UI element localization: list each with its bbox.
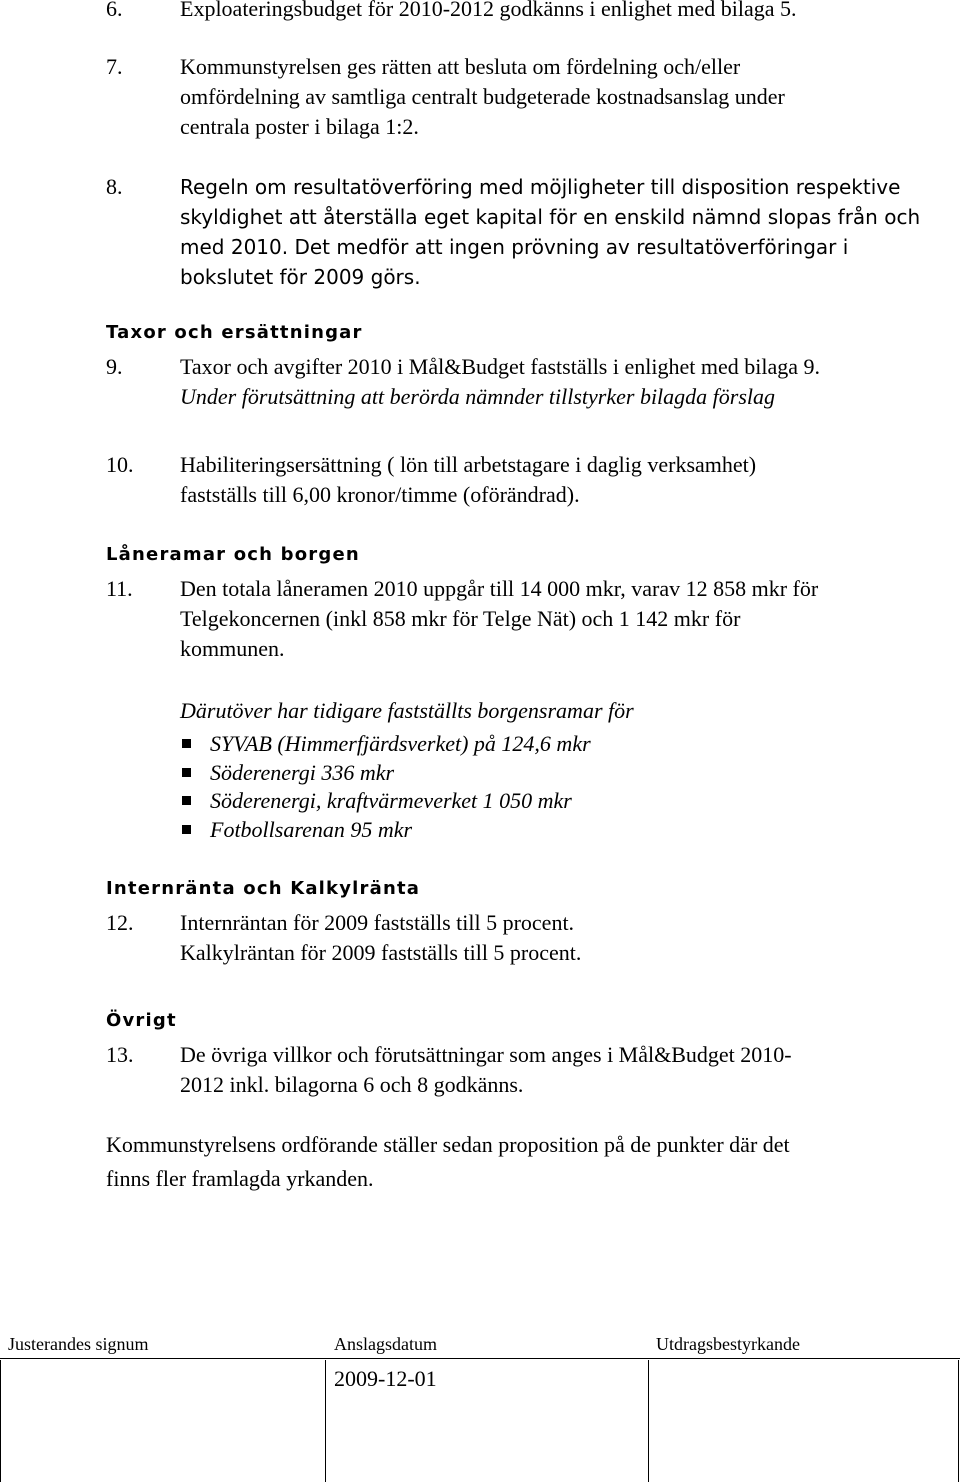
borgen-intro: Därutöver har tidigare fastställts borgensramar för xyxy=(180,698,634,723)
item-text-line: Taxor och avgifter 2010 i Mål&Budget fastställs i enlighet med bilaga 9. xyxy=(180,354,820,379)
item-text-line: Under förutsättning att berörda nämnder tillstyrker bilagda förslag xyxy=(180,384,776,409)
borgen-item: Söderenergi 336 mkr xyxy=(210,760,395,785)
borgen-item: Söderenergi, kraftvärmeverket 1 050 mkr xyxy=(210,788,572,813)
footer-divider xyxy=(325,1360,326,1482)
section-heading-internranta: Internränta och Kalkylränta xyxy=(106,878,421,899)
item-text-line: fastställs till 6,00 kronor/timme (oförändrad). xyxy=(180,482,580,507)
footer-justerandes-signum: Justerandes signum xyxy=(8,1334,149,1354)
item-text-line: Exploateringsbudget för 2010-2012 godkänns i enlighet med bilaga 5. xyxy=(180,0,797,21)
item-text-line: kommunen. xyxy=(180,636,285,661)
footer-divider xyxy=(958,1360,959,1482)
item-number: 9. xyxy=(106,354,123,379)
item-text-line: Habiliteringsersättning ( lön till arbetstagare i daglig verksamhet) xyxy=(180,452,757,477)
item-number: 6. xyxy=(106,0,123,21)
item-text-line: bokslutet för 2009 görs. xyxy=(180,265,421,289)
borgen-item: Fotbollsarenan 95 mkr xyxy=(210,817,413,842)
item-text-line: omfördelning av samtliga centralt budgeterade kostnadsanslag under xyxy=(180,84,785,109)
item-text-line: Kalkylräntan för 2009 fastställs till 5 procent. xyxy=(180,940,582,965)
item-text-line: Den totala låneramen 2010 uppgår till 14 000 mkr, varav 12 858 mkr för xyxy=(180,576,819,601)
item-text-line: Regeln om resultatöverföring med möjligheter till disposition respektive xyxy=(180,175,901,199)
section-heading-taxor: Taxor och ersättningar xyxy=(106,322,363,343)
footer-date: 2009-12-01 xyxy=(334,1366,437,1391)
item-number: 11. xyxy=(106,576,133,601)
item-text-line: skyldighet att återställa eget kapital för en enskild nämnd slopas från och xyxy=(180,205,921,229)
bullet-square xyxy=(182,739,191,748)
footer-top-rule xyxy=(0,1358,960,1359)
section-heading-ovrigt: Övrigt xyxy=(106,1010,177,1031)
footer-utdragsbestyrkande: Utdragsbestyrkande xyxy=(656,1334,800,1354)
borgen-item: SYVAB (Himmerfjärdsverket) på 124,6 mkr xyxy=(210,731,591,756)
footer-divider xyxy=(648,1360,649,1482)
item-number: 8. xyxy=(106,174,123,199)
item-text-line: Kommunstyrelsen ges rätten att besluta om fördelning och/eller xyxy=(180,54,741,79)
item-number: 10. xyxy=(106,452,134,477)
item-text-line: Telgekoncernen (inkl 858 mkr för Telge Nät) och 1 142 mkr för xyxy=(180,606,741,631)
item-number: 12. xyxy=(106,910,134,935)
closing-text-line: Kommunstyrelsens ordförande ställer sedan proposition på de punkter där det xyxy=(106,1132,790,1157)
item-text-line: Internräntan för 2009 fastställs till 5 procent. xyxy=(180,910,575,935)
item-number: 13. xyxy=(106,1042,134,1067)
item-number: 7. xyxy=(106,54,123,79)
item-text-line: De övriga villkor och förutsättningar som anges i Mål&Budget 2010- xyxy=(180,1042,792,1067)
bullet-square xyxy=(182,825,191,834)
item-text-line: med 2010. Det medför att ingen prövning av resultatöverföringar i xyxy=(180,235,849,259)
section-heading-laneramar: Låneramar och borgen xyxy=(106,544,360,565)
item-text-line: 2012 inkl. bilagorna 6 och 8 godkänns. xyxy=(180,1072,524,1097)
bullet-square xyxy=(182,768,191,777)
closing-text-line: finns fler framlagda yrkanden. xyxy=(106,1166,374,1191)
bullet-square xyxy=(182,796,191,805)
footer-anslagsdatum: Anslagsdatum xyxy=(334,1334,437,1354)
footer-divider xyxy=(0,1360,1,1482)
item-text-line: centrala poster i bilaga 1:2. xyxy=(180,114,419,139)
